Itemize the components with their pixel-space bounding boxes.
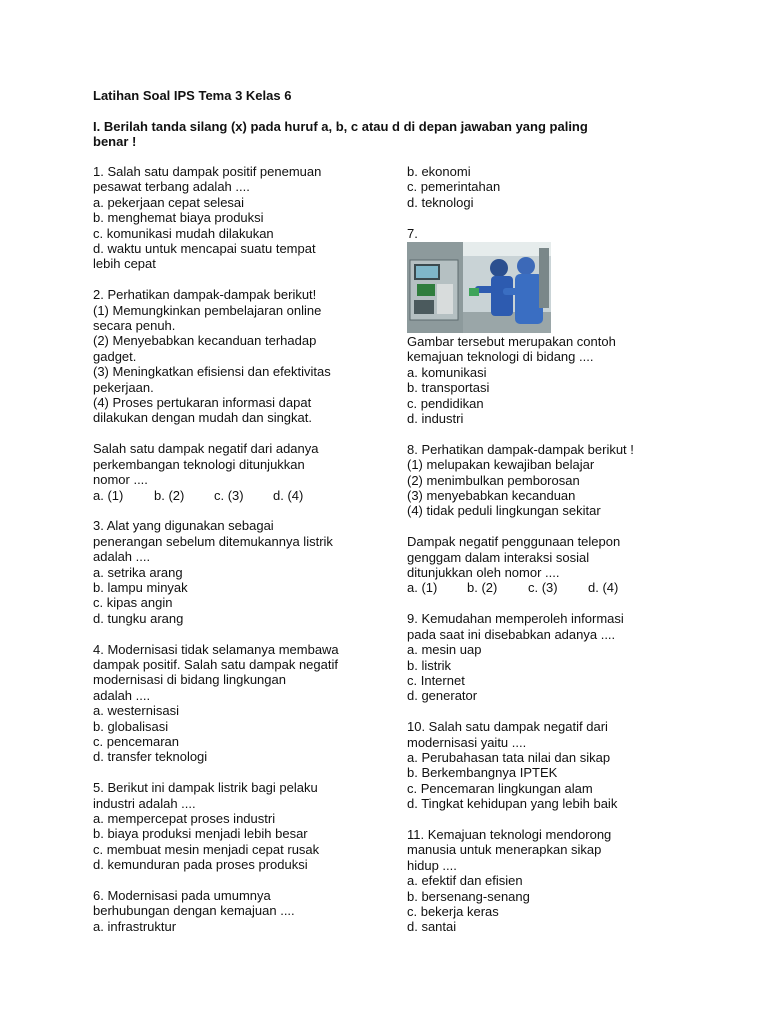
question-text: manusia untuk menerapkan sikap [407,842,602,858]
option-b: b. listrik [407,657,452,673]
option-c: c. pencemaran [93,733,179,749]
question-5 [93,780,368,872]
instruction [93,119,653,149]
question-9 [407,611,677,703]
option-d: d. tungku arang [93,610,184,626]
question-text: 1. Salah satu dampak positif penemuan [93,164,322,179]
statement-1: (1) Memungkinkan pembelajaran online [93,302,322,318]
statement-3: (3) Meningkatkan efisiensi dan efektivitas [93,364,331,380]
question-text: penerangan sebelum ditemukannya listrik [93,533,333,549]
right-column [407,164,677,935]
question-text: 5. Berikut ini dampak listrik bagi pelaku [93,780,318,796]
option-c: c. pendidikan [407,395,484,411]
option-a: a. Perubahasan tata nilai dan sikap [407,749,611,765]
page-title: Latihan Soal IPS Tema 3 Kelas 6 [93,88,292,103]
option-a: a. setrika arang [93,564,183,580]
option-a: a. komunikasi [407,364,487,380]
option-d: d. (4) [588,580,619,596]
option-a: a. westernisasi [93,703,179,719]
question-7 [407,226,677,427]
question-6 [93,888,368,934]
option-b: b. (2) [154,487,185,503]
option-b: b. biaya produksi menjadi lebih besar [93,826,308,842]
option-a: a. pekerjaan cepat selesai [93,194,245,210]
statement-2: (2) Menyebabkan kecanduan terhadap [93,333,317,349]
question-text: adalah .... [93,549,151,565]
question-text: adalah .... [93,687,151,703]
option-d: d. waktu untuk mencapai suatu tempat [93,241,316,257]
option-d: d. transfer teknologi [93,749,208,765]
option-d: d. santai [407,919,457,935]
statement-3: (3) menyebabkan kecanduan [407,488,576,504]
question-2 [93,287,368,503]
option-d: d. (4) [273,487,304,503]
question-text: 10. Salah satu dampak negatif dari [407,719,608,735]
question-text: nomor .... [93,472,148,488]
option-b: b. lampu minyak [93,579,188,595]
options-row [93,488,368,503]
statement-4: (4) tidak peduli lingkungan sekitar [407,503,601,519]
question-text: industri adalah .... [93,795,196,811]
question-text: modernisasi yaitu .... [407,734,527,750]
option-b: b. Berkembangnya IPTEK [407,765,558,781]
option-b: b. bersenang-senang [407,888,530,904]
question-number: 7. [407,225,418,241]
option-a: a. efektif dan efisien [407,873,523,889]
statement-2: (2) menimbulkan pemborosan [407,472,580,488]
question-text: Dampak negatif penggunaan telepon [407,534,621,550]
question-text: Salah satu dampak negatif dari adanya [93,441,319,457]
option-b: b. transportasi [407,380,490,396]
question-1 [93,164,368,272]
option-a: a. mesin uap [407,642,482,658]
question-text: modernisasi di bidang lingkungan [93,672,286,688]
question-text: 2. Perhatikan dampak-dampak berikut! [93,287,317,303]
question-text: 6. Modernisasi pada umumnya [93,888,271,903]
question-text: 9. Kemudahan memperoleh informasi [407,611,624,627]
option-a: a. infrastruktur [93,918,177,934]
option-c: c. (3) [528,580,558,596]
option-c: c. pemerintahan [407,179,501,195]
option-d: d. teknologi [407,194,474,210]
question-text: Gambar tersebut merupakan contoh [407,334,616,350]
question-text: dampak positif. Salah satu dampak negatif [93,656,338,672]
instruction-line-1: I. Berilah tanda silang (x) pada huruf a, b, c atau d di depan jawaban yang paling [93,119,588,134]
option-c: c. membuat mesin menjadi cepat rusak [93,841,320,857]
option-b: b. menghemat biaya produksi [93,210,264,226]
option-c: c. Pencemaran lingkungan alam [407,780,593,796]
question-text: hidup .... [407,857,457,873]
question-3 [93,518,368,626]
option-d: d. Tingkat kehidupan yang lebih baik [407,796,618,812]
question-10 [407,719,677,811]
options-row [407,580,677,595]
option-a: a. (1) [407,580,438,596]
question-4 [93,642,368,765]
option-c: c. kipas angin [93,595,173,611]
option-c: c. komunikasi mudah dilakukan [93,225,274,241]
statement-4: dilakukan dengan mudah dan singkat. [93,410,312,426]
option-d: d. kemunduran pada proses produksi [93,857,308,873]
option-b: b. globalisasi [93,718,169,734]
option-d: d. industri [407,411,464,427]
option-a: a. mempercepat proses industri [93,810,276,826]
question-text: kemajuan teknologi di bidang .... [407,349,594,365]
option-c: c. (3) [214,487,244,503]
option-d: d. generator [407,688,478,704]
question-11 [407,827,677,935]
question-text: 11. Kemajuan teknologi mendorong [407,826,612,842]
question-text: 4. Modernisasi tidak selamanya membawa [93,641,339,657]
statement-1: (1) melupakan kewajiban belajar [407,457,595,473]
statement-1: secara penuh. [93,318,176,334]
option-b: b. ekonomi [407,164,471,179]
question-text: perkembangan teknologi ditunjukkan [93,456,305,472]
option-b: b. (2) [467,580,498,596]
question-text: pada saat ini disebabkan adanya .... [407,626,616,642]
option-c: c. Internet [407,672,465,688]
instruction-line-2: benar ! [93,134,137,149]
factory-workers-image [407,242,551,333]
question-6-continued [407,164,677,210]
question-text: 3. Alat yang digunakan sebagai [93,518,274,534]
statement-4: (4) Proses pertukaran informasi dapat [93,395,312,411]
option-d-continued: lebih cepat [93,256,156,272]
option-a: a. (1) [93,487,124,503]
option-c: c. bekerja keras [407,903,499,919]
question-text: pesawat terbang adalah .... [93,179,250,195]
statement-2: gadget. [93,348,137,364]
question-text: 8. Perhatikan dampak-dampak berikut ! [407,441,634,457]
question-text: ditunjukkan oleh nomor .... [407,565,560,581]
question-text: berhubungan dengan kemajuan .... [93,903,295,919]
statement-3: pekerjaan. [93,379,154,395]
question-text: genggam dalam interaksi sosial [407,549,590,565]
left-column [93,164,368,934]
question-8 [407,442,677,596]
